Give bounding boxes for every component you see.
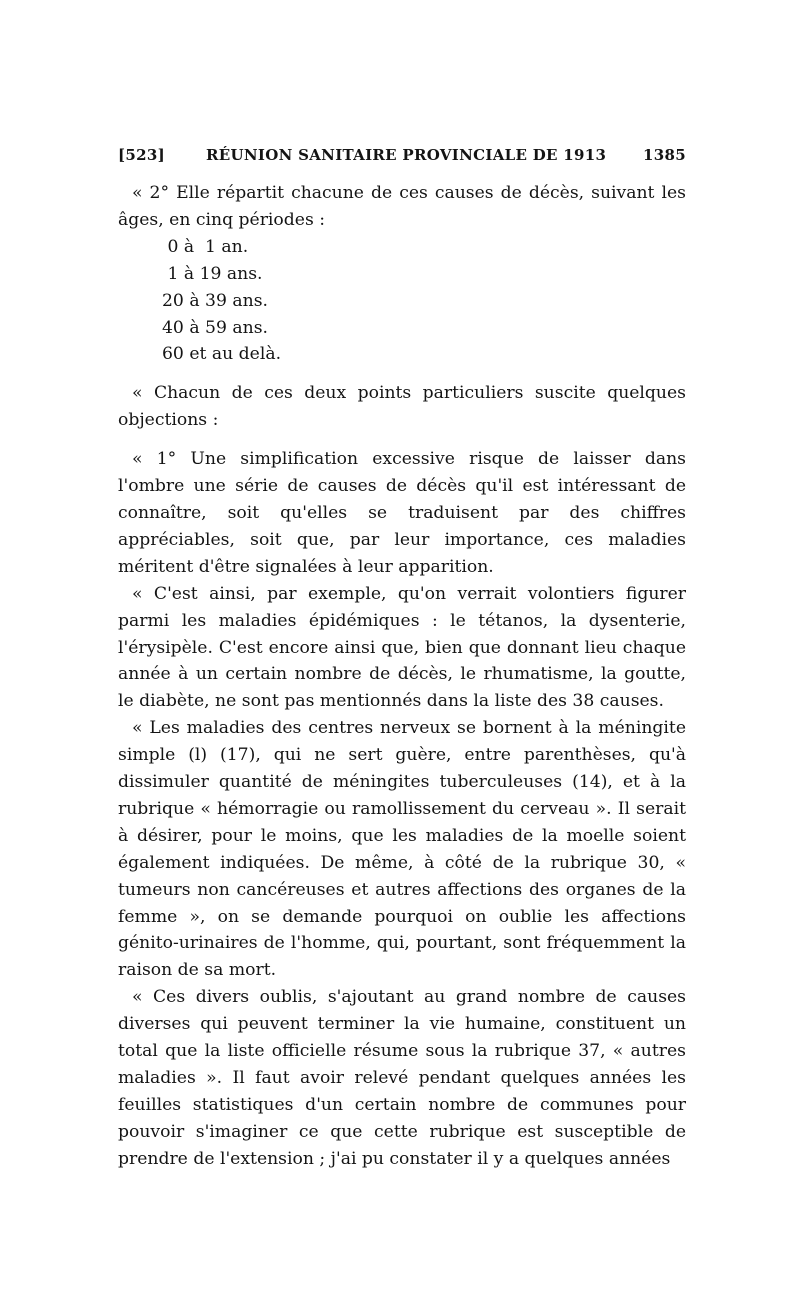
paragraph: « 1° Une simplification excessive risque de laisser dans l'ombre une série de causes de décès qu'il est intéressant de connaître, soit qu'elles se traduisent par des chiffres appréciables, soit que, par leur importance, ces maladies méritent d'être signalées à leur apparition. xyxy=(118,449,686,577)
list-item: 1 à 19 ans. xyxy=(162,263,263,284)
age-period-list xyxy=(162,234,686,369)
paragraph: « Chacun de ces deux points particuliers suscite quelques objections : xyxy=(118,383,686,431)
list-item: 60 et au delà. xyxy=(162,344,282,365)
paragraph: « Ces divers oublis, s'ajoutant au grand nombre de causes diverses qui peuvent terminer la vie humaine, constituent un total que la liste officielle résume sous la rubrique 37, « autres maladies ». Il faut avoir relevé pendant quelques années les feuilles statistiques d'un certain nombre de communes pour pouvoir s'imaginer ce que cette rubrique est susceptible de prendre de l'extension ; j'ai pu constater il y a quelques années xyxy=(118,987,686,1169)
paragraph: « C'est ainsi, par exemple, qu'on verrait volontiers figurer parmi les maladies épidémiques : le tétanos, la dysenterie, l'érysipèle. C'est encore ainsi que, bien que donnant lieu chaque année à un certain nombre de décès, le rhumatisme, la goutte, le diabète, ne sont pas mentionnés dans la liste des 38 causes. xyxy=(118,583,686,712)
list-item: 0 à 1 an. xyxy=(162,236,249,257)
spacer xyxy=(118,434,686,446)
list-item: 40 à 59 ans. xyxy=(162,317,268,338)
list-item: 20 à 39 ans. xyxy=(162,290,268,311)
intro-paragraph: « 2° Elle répartit chacune de ces causes de décès, suivant les âges, en cinq périodes : xyxy=(118,183,686,230)
header-title: RÉUNION SANITAIRE PROVINCIALE DE 1913 xyxy=(206,146,607,164)
page-number: 1385 xyxy=(643,146,686,164)
header-page-ref: [523] xyxy=(118,146,166,164)
spacer xyxy=(118,368,686,380)
paragraph: « Les maladies des centres nerveux se bornent à la méningite simple (l) (17), qui ne sert guère, entre parenthèses, qu'à dissimuler quantité de méningites tuberculeuses (14), et à la rubrique « hémorragie ou ramollissement du cerveau ». Il serait à désirer, pour le moins, que les maladies de la moelle soient également indiquées. De même, à côté de la rubrique 30, « tumeurs non cancéreuses et autres affections des organes de la femme », on se demande pourquoi on oublie les affections génito-urinaires de l'homme, qui, pourtant, sont fréquemment la raison de sa mort. xyxy=(118,718,686,981)
page-body xyxy=(118,180,686,1173)
running-header xyxy=(118,146,686,170)
